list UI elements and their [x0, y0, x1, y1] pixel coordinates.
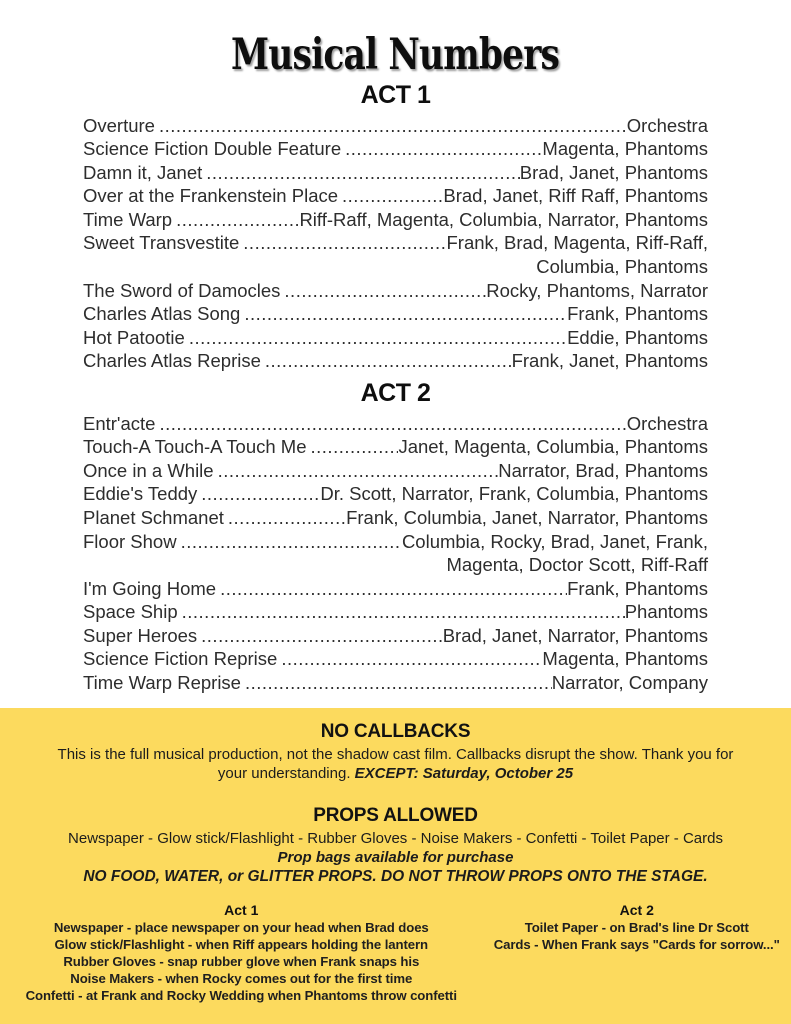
song-performers: Narrator, Brad, Phantoms	[498, 459, 708, 481]
song-title: I'm Going Home	[83, 577, 217, 599]
song-row	[83, 161, 708, 185]
act1-heading: ACT 1	[360, 81, 431, 109]
song-title: Hot Patootie	[83, 326, 185, 348]
dot-leader	[338, 184, 443, 208]
song-title: Touch-A Touch-A Touch Me	[83, 436, 307, 458]
song-row	[83, 208, 708, 232]
song-title: Space Ship	[83, 601, 178, 623]
dot-leader	[214, 459, 499, 483]
song-performers-continued: Columbia, Phantoms	[536, 256, 708, 278]
page-title	[0, 0, 791, 80]
dot-leader	[178, 600, 625, 624]
song-performers: Magenta, Phantoms	[542, 648, 708, 670]
callbacks-props-section	[0, 708, 791, 1024]
song-performers: Magenta, Phantoms	[542, 138, 708, 160]
song-row	[83, 459, 708, 483]
prop-instruction: Toilet Paper - on Brad's line Dr Scott	[524, 920, 749, 935]
song-performers: Frank, Columbia, Janet, Narrator, Phantoms	[346, 506, 708, 528]
song-row	[83, 326, 708, 350]
dot-leader	[155, 114, 627, 138]
song-row	[83, 624, 708, 648]
song-performers: Frank, Phantoms	[567, 577, 708, 599]
dot-leader	[277, 647, 542, 671]
song-title: Time Warp	[83, 208, 173, 230]
act1-props-list	[0, 919, 483, 1004]
song-title: Charles Atlas Reprise	[83, 350, 261, 372]
act2-props-heading: Act 2	[619, 902, 654, 918]
dot-leader	[261, 349, 512, 373]
song-performers: Brad, Janet, Riff Raff, Phantoms	[443, 185, 708, 207]
song-row	[83, 482, 708, 506]
prop-instruction: Confetti - at Frank and Rocky Wedding when Phantoms throw confetti	[25, 988, 457, 1003]
prop-instruction: Glow stick/Flashlight - when Riff appears holding the lantern	[54, 937, 428, 952]
song-performers: Frank, Brad, Magenta, Riff-Raff,	[446, 232, 708, 254]
song-row	[83, 530, 708, 554]
prop-instruction: Noise Makers - when Rocky comes out for the first time	[70, 971, 413, 986]
song-title: Eddie's Teddy	[83, 483, 198, 505]
song-title: Overture	[83, 114, 155, 136]
song-row	[83, 600, 708, 624]
dot-leader	[240, 302, 567, 326]
song-title: Floor Show	[83, 530, 177, 552]
song-performers-continued: Magenta, Doctor Scott, Riff-Raff	[446, 554, 708, 576]
dot-leader	[241, 671, 552, 695]
prop-instruction: Rubber Gloves - snap rubber glove when Frank snaps his	[63, 954, 420, 969]
song-performers: Narrator, Company	[551, 672, 708, 694]
song-row	[83, 279, 708, 303]
song-row	[83, 231, 708, 255]
song-title: Over at the Frankenstein Place	[83, 185, 339, 207]
dot-leader	[172, 208, 299, 232]
act1-props-heading: Act 1	[224, 902, 259, 918]
song-performers: Frank, Janet, Phantoms	[511, 350, 708, 372]
props-warning: NO FOOD, WATER, or GLITTER PROPS. DO NOT THROW PROPS ONTO THE STAGE.	[83, 868, 708, 885]
song-title: Science Fiction Double Feature	[83, 138, 342, 160]
callbacks-text-main: This is the full musical production, not the shadow cast film. Callbacks disrupt the show. Thank you for your understanding.	[57, 746, 734, 782]
dot-leader	[341, 137, 542, 161]
song-performers: Brad, Janet, Phantoms	[519, 161, 708, 183]
song-title: Entr'acte	[83, 412, 156, 434]
act1-props-column	[0, 901, 483, 1004]
dot-leader	[202, 161, 520, 185]
prop-instructions-columns	[0, 901, 791, 1004]
prop-instruction: Cards - When Frank says "Cards for sorrow..."	[493, 937, 780, 952]
song-title: Planet Schmanet	[83, 506, 224, 528]
act1-song-list	[83, 114, 708, 374]
song-title: Time Warp Reprise	[83, 672, 241, 694]
song-performers: Rocky, Phantoms, Narrator	[486, 279, 708, 301]
dot-leader	[224, 506, 346, 530]
song-title: Sweet Transvestite	[83, 232, 240, 254]
song-performers: Phantoms	[624, 601, 708, 623]
dot-leader	[197, 482, 320, 506]
song-title: Damn it, Janet	[83, 161, 203, 183]
song-row	[83, 137, 708, 161]
song-performers: Columbia, Rocky, Brad, Janet, Frank,	[401, 530, 708, 552]
callbacks-text	[58, 745, 734, 783]
dot-leader	[307, 435, 399, 459]
dot-leader	[197, 624, 443, 648]
song-performers: Riff-Raff, Magenta, Columbia, Narrator, Phantoms	[299, 208, 708, 230]
song-title: Super Heroes	[83, 624, 198, 646]
song-row	[83, 506, 708, 530]
song-row	[83, 184, 708, 208]
dot-leader	[239, 231, 446, 255]
song-row	[83, 114, 708, 138]
song-performers: Orchestra	[626, 412, 708, 434]
dot-leader	[177, 530, 402, 554]
callbacks-exception: EXCEPT: Saturday, October 25	[354, 765, 574, 782]
act2-song-list	[83, 412, 708, 695]
act2-props-column	[483, 901, 791, 1004]
song-performers: Frank, Phantoms	[567, 303, 708, 325]
song-title: The Sword of Damocles	[83, 279, 281, 301]
prop-instruction: Newspaper - place newspaper on your head when Brad does	[53, 920, 429, 935]
song-performers: Dr. Scott, Narrator, Frank, Columbia, Phantoms	[320, 483, 708, 505]
song-row	[83, 671, 708, 695]
dot-leader	[185, 326, 567, 350]
page-title-text: Musical Numbers	[231, 30, 560, 80]
no-callbacks-heading: NO CALLBACKS	[320, 721, 471, 742]
props-allowed-heading: PROPS ALLOWED	[313, 805, 478, 826]
song-performers: Janet, Magenta, Columbia, Phantoms	[398, 436, 708, 458]
song-performers: Brad, Janet, Narrator, Phantoms	[442, 624, 708, 646]
act2-heading: ACT 2	[360, 379, 431, 408]
act2-props-list	[483, 919, 791, 953]
song-title: Charles Atlas Song	[83, 303, 241, 325]
song-row	[83, 577, 708, 601]
song-row	[83, 647, 708, 671]
dot-leader	[216, 577, 567, 601]
song-row	[83, 412, 708, 436]
dot-leader	[155, 412, 626, 436]
song-performers: Orchestra	[626, 114, 708, 136]
song-row	[83, 349, 708, 373]
props-purchase-note: Prop bags available for purchase	[277, 849, 514, 866]
song-row	[83, 435, 708, 459]
song-title: Once in a While	[83, 459, 214, 481]
props-list: Newspaper - Glow stick/Flashlight - Rubber Gloves - Noise Makers - Confetti - Toilet Paper - Cards	[68, 830, 723, 847]
song-row	[83, 302, 708, 326]
song-performers: Eddie, Phantoms	[567, 326, 708, 348]
song-title: Science Fiction Reprise	[83, 648, 278, 670]
dot-leader	[280, 279, 486, 303]
